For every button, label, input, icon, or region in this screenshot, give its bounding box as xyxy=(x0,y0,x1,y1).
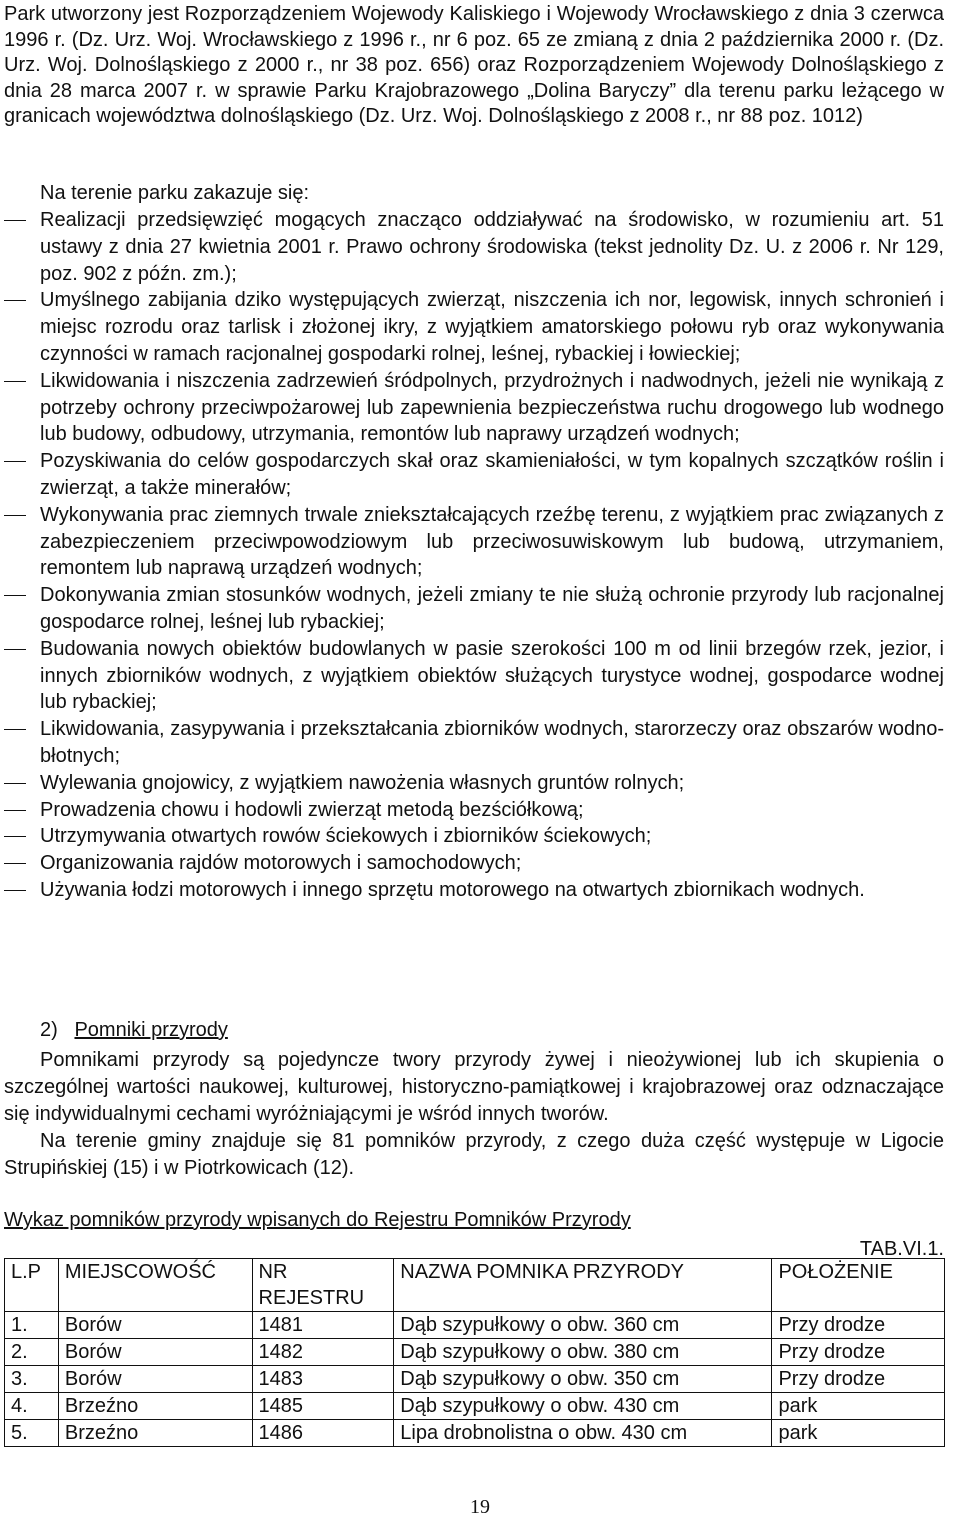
dash-bullet-icon xyxy=(4,890,26,891)
dash-bullet-icon xyxy=(4,595,26,596)
table-row xyxy=(5,1393,945,1420)
column-header-location: POŁOŻENIE xyxy=(772,1259,945,1312)
cell-monument-name: Dąb szypułkowy o obw. 350 cm xyxy=(394,1366,772,1393)
list-item: Umyślnego zabijania dziko występujących zwierząt, niszczenia ich nor, legowisk, innych schronień i miejsc rozrodu oraz tarlisk i złożonej ikry, z wyjątkiem amatorskiego połowu ryb oraz wykonywania czynności w ramach racjonalnej gospodarki rolnej, leśnej, rybackiej i łowieckiej; xyxy=(0,287,944,367)
cell-locality: Brzeźno xyxy=(58,1420,252,1447)
list-item: Prowadzenia chowu i hodowli zwierząt metodą bezściółkową; xyxy=(0,797,944,824)
list-item: Realizacji przedsięwzięć mogących znacząco oddziaływać na środowisko, w rozumieniu art. 51 ustawy z dnia 27 kwietnia 2001 r. Prawo ochrony środowiska (tekst jednolity Dz. U. z 2006 r. Nr 129, poz. 902 z późn. zm.); xyxy=(0,207,944,287)
cell-location: Przy drodze xyxy=(772,1366,945,1393)
dash-bullet-icon xyxy=(4,836,26,837)
dash-bullet-icon xyxy=(4,300,26,301)
section-paragraph-2: Na terenie gminy znajduje się 81 pomników przyrody, z czego duża część występuje w Ligocie Strupińskiej (15) i w Piotrkowicach (12). xyxy=(4,1130,944,1179)
cell-registry-number: 1482 xyxy=(252,1339,394,1366)
cell-monument-name: Dąb szypułkowy o obw. 430 cm xyxy=(394,1393,772,1420)
table-title: Wykaz pomników przyrody wpisanych do Rejestru Pomników Przyrody xyxy=(4,1209,631,1231)
list-item: Pozyskiwania do celów gospodarczych skał oraz skamieniałości, w tym kopalnych szczątków roślin i zwierząt, a także minerałów; xyxy=(0,448,944,502)
list-item: Używania łodzi motorowych i innego sprzętu motorowego na otwartych zbiornikach wodnych. xyxy=(0,877,944,904)
cell-location: Przy drodze xyxy=(772,1312,945,1339)
cell-monument-name: Dąb szypułkowy o obw. 380 cm xyxy=(394,1339,772,1366)
intro-paragraph: Park utworzony jest Rozporządzeniem Wojewody Kaliskiego i Wojewody Wrocławskiego z dnia 3 czerwca 1996 r. (Dz. Urz. Woj. Wrocławskiego z 1996 r., nr 6 poz. 65 ze zmianą z dnia 2 października 2000 r. (Dz. Urz. Woj. Dolnośląskiego z 2000 r., nr 38 poz. 656) oraz Rozporządzeniem Wojewody Dolnośląskiego z dnia 28 marca 2007 r. w sprawie Parku Krajobrazowego „Dolina Baryczy” dla terenu parku leżącego w granicach województwa dolnośląskiego (Dz. Urz. Woj. Dolnośląskiego z 2008 r., nr 88 poz. 1012) xyxy=(4,3,944,128)
column-header-monument-name: NAZWA POMNIKA PRZYRODY xyxy=(394,1259,772,1312)
cell-lp: 3. xyxy=(5,1366,59,1393)
list-item: Likwidowania, zasypywania i przekształcania zbiorników wodnych, starorzeczy oraz obszarów wodno-błotnych; xyxy=(0,716,944,770)
table-row xyxy=(5,1312,945,1339)
list-item: Wylewania gnojowicy, z wyjątkiem nawożenia własnych gruntów rolnych; xyxy=(0,770,944,797)
dash-bullet-icon xyxy=(4,810,26,811)
dash-bullet-icon xyxy=(4,381,26,382)
cell-location: Przy drodze xyxy=(772,1339,945,1366)
cell-lp: 2. xyxy=(5,1339,59,1366)
table-row xyxy=(5,1366,945,1393)
cell-lp: 5. xyxy=(5,1420,59,1447)
list-item: Budowania nowych obiektów budowlanych w pasie szerokości 100 m od linii brzegów rzek, jezior, i innych zbiorników wodnych, z wyjątkiem obiektów służących turystyce wodnej, gospodarce wodnej lub rybackiej; xyxy=(0,636,944,716)
cell-registry-number: 1481 xyxy=(252,1312,394,1339)
cell-registry-number: 1483 xyxy=(252,1366,394,1393)
list-item: Likwidowania i niszczenia zadrzewień śródpolnych, przydrożnych i nadwodnych, jeżeli nie wynikają z potrzeby ochrony przeciwpożarowej lub zapewnienia bezpieczeństwa ruchu drogowego lub wodnego lub budowy, odbudowy, utrzymania, remontów lub naprawy urządzeń wodnych; xyxy=(0,368,944,448)
table-row xyxy=(5,1339,945,1366)
prohibitions-lead: Na terenie parku zakazuje się: xyxy=(40,182,310,204)
table-row xyxy=(5,1420,945,1447)
column-header-registry-number: NR REJESTRU xyxy=(252,1259,394,1312)
monuments-table xyxy=(4,1258,945,1447)
cell-registry-number: 1485 xyxy=(252,1393,394,1420)
table-header-row xyxy=(5,1259,945,1312)
dash-bullet-icon xyxy=(4,729,26,730)
prohibitions-list xyxy=(0,207,944,904)
page-number: 19 xyxy=(470,1496,490,1518)
dash-bullet-icon xyxy=(4,783,26,784)
column-header-locality: MIEJSCOWOŚĆ xyxy=(58,1259,252,1312)
section-heading xyxy=(40,1017,228,1043)
cell-location: park xyxy=(772,1393,945,1420)
dash-bullet-icon xyxy=(4,461,26,462)
section-number: 2) xyxy=(40,1019,58,1041)
dash-bullet-icon xyxy=(4,649,26,650)
cell-monument-name: Lipa drobnolistna o obw. 430 cm xyxy=(394,1420,772,1447)
cell-locality: Borów xyxy=(58,1339,252,1366)
dash-bullet-icon xyxy=(4,515,26,516)
section-title: Pomniki przyrody xyxy=(74,1019,228,1041)
cell-monument-name: Dąb szypułkowy o obw. 360 cm xyxy=(394,1312,772,1339)
cell-lp: 4. xyxy=(5,1393,59,1420)
column-header-lp: L.P xyxy=(5,1259,59,1312)
cell-location: park xyxy=(772,1420,945,1447)
cell-locality: Borów xyxy=(58,1366,252,1393)
cell-locality: Brzeźno xyxy=(58,1393,252,1420)
list-item: Utrzymywania otwartych rowów ściekowych i zbiorników ściekowych; xyxy=(0,823,944,850)
section-paragraph-1: Pomnikami przyrody są pojedyncze twory przyrody żywej i nieożywionej lub ich skupienia o szczególnej wartości naukowej, kulturowej, historyczno-pamiątkowej i krajobrazowej oraz odznaczające się indywidualnymi cechami wyróżniającymi je wśród innych tworów. xyxy=(4,1049,944,1125)
list-item: Dokonywania zmian stosunków wodnych, jeżeli zmiany te nie służą ochronie przyrody lub racjonalnej gospodarce rolnej, leśnej lub rybackiej; xyxy=(0,582,944,636)
cell-lp: 1. xyxy=(5,1312,59,1339)
table-code: TAB.VI.1. xyxy=(859,1238,944,1260)
cell-locality: Borów xyxy=(58,1312,252,1339)
dash-bullet-icon xyxy=(4,863,26,864)
cell-registry-number: 1486 xyxy=(252,1420,394,1447)
list-item: Wykonywania prac ziemnych trwale zniekształcających rzeźbę terenu, z wyjątkiem prac związanych z zabezpieczeniem przeciwpowodziowym lub przeciwosuwiskowym lub budową, utrzymaniem, remontem lub naprawą urządzeń wodnych; xyxy=(0,502,944,582)
list-item: Organizowania rajdów motorowych i samochodowych; xyxy=(0,850,944,877)
dash-bullet-icon xyxy=(4,220,26,221)
